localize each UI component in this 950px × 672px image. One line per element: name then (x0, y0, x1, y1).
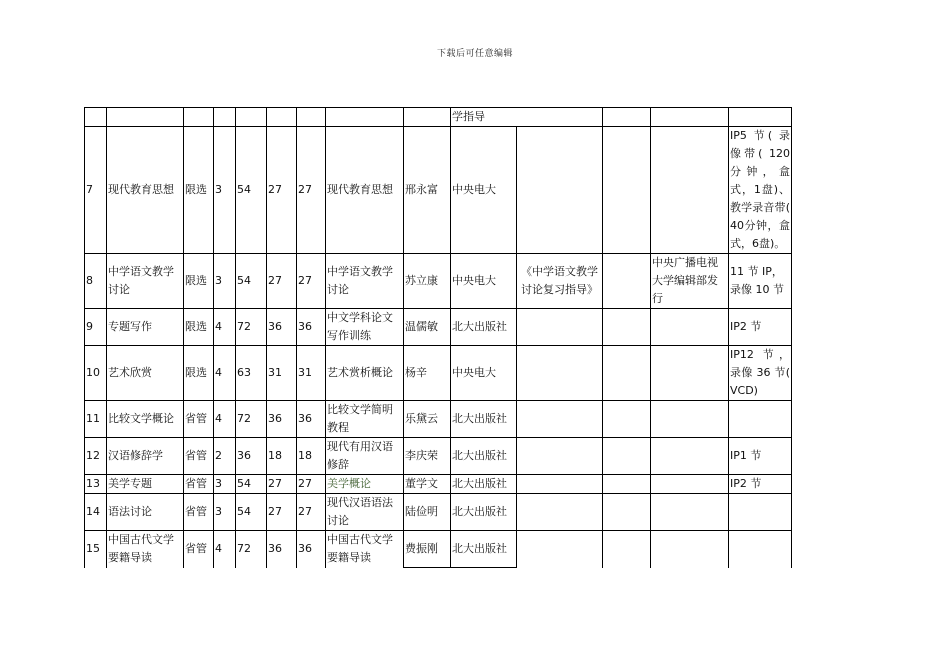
editor: 董学文 (404, 475, 451, 494)
total-hours: 63 (236, 346, 267, 401)
table-row (85, 531, 792, 568)
publisher: 中央电大 (451, 127, 517, 254)
tutor-hours: 27 (297, 494, 326, 531)
tutor-hours: 27 (297, 475, 326, 494)
textbook: 比较文学简明教程 (326, 401, 404, 438)
textbook: 艺术赏析概论 (326, 346, 404, 401)
media-info (729, 401, 792, 438)
lecture-hours: 27 (267, 475, 297, 494)
course-type: 限选 (184, 127, 214, 254)
row-no: 7 (85, 127, 107, 254)
textbook: 现代教育思想 (326, 127, 404, 254)
table-row (85, 346, 792, 401)
media-info: IP12 节，录像 36 节( VCD) (729, 346, 792, 401)
guide-publisher (651, 309, 729, 346)
table-row (85, 254, 792, 309)
guide-book (517, 309, 603, 346)
credit: 3 (214, 494, 236, 531)
publisher: 北大出版社 (451, 309, 517, 346)
guide-publisher: 中央广播电视大学编辑部发行 (651, 254, 729, 309)
credit: 4 (214, 401, 236, 438)
textbook: 现代有用汉语修辞 (326, 438, 404, 475)
course-type: 省管 (184, 438, 214, 475)
course-name: 美学专题 (107, 475, 184, 494)
row-no: 8 (85, 254, 107, 309)
total-hours: 54 (236, 127, 267, 254)
tutor-hours: 36 (297, 531, 326, 568)
table-row (85, 401, 792, 438)
course-type: 省管 (184, 531, 214, 568)
publisher: 中央电大 (451, 346, 517, 401)
guide-book (517, 127, 603, 254)
textbook: 中文学科论文写作训练 (326, 309, 404, 346)
course-name: 汉语修辞学 (107, 438, 184, 475)
media-info (729, 494, 792, 531)
publisher: 北大出版社 (451, 531, 517, 568)
course-name: 中国古代文学要籍导读 (107, 531, 184, 568)
tutor-hours: 18 (297, 438, 326, 475)
editor: 邢永富 (404, 127, 451, 254)
course-table (84, 107, 792, 568)
credit: 3 (214, 475, 236, 494)
row-no: 10 (85, 346, 107, 401)
total-hours: 72 (236, 401, 267, 438)
media-info: IP5 节( 录像带( 120 分钟，盒式，1盘)、 教学录音带( 40分钟，盒式，6盘)。 (729, 127, 792, 254)
row-no: 12 (85, 438, 107, 475)
course-type: 限选 (184, 346, 214, 401)
editor: 乐黛云 (404, 401, 451, 438)
row-no: 14 (85, 494, 107, 531)
credit: 4 (214, 309, 236, 346)
course-type: 限选 (184, 309, 214, 346)
editor: 苏立康 (404, 254, 451, 309)
lecture-hours: 36 (267, 309, 297, 346)
editor: 温儒敏 (404, 309, 451, 346)
total-hours: 54 (236, 475, 267, 494)
media-info: IP2 节 (729, 475, 792, 494)
table-row (85, 309, 792, 346)
continued-guide-cell: 学指导 (451, 108, 603, 127)
editor: 杨辛 (404, 346, 451, 401)
guide-book (517, 494, 603, 531)
guide-book (517, 475, 603, 494)
table-row (85, 127, 792, 254)
course-name: 专题写作 (107, 309, 184, 346)
course-type: 省管 (184, 494, 214, 531)
total-hours: 36 (236, 438, 267, 475)
lecture-hours: 18 (267, 438, 297, 475)
lecture-hours: 27 (267, 254, 297, 309)
course-name: 比较文学概论 (107, 401, 184, 438)
guide-publisher (651, 438, 729, 475)
tutor-hours: 36 (297, 309, 326, 346)
course-type: 省管 (184, 475, 214, 494)
row-no: 11 (85, 401, 107, 438)
credit: 2 (214, 438, 236, 475)
table-row (85, 108, 792, 127)
guide-book (517, 401, 603, 438)
media-info: IP1 节 (729, 438, 792, 475)
guide-book: 《中学语文教学讨论复习指导》 (517, 254, 603, 309)
media-info: IP2 节 (729, 309, 792, 346)
guide-publisher (651, 531, 729, 568)
textbook: 现代汉语语法讨论 (326, 494, 404, 531)
guide-publisher (651, 401, 729, 438)
total-hours: 54 (236, 494, 267, 531)
tutor-hours: 27 (297, 254, 326, 309)
editor: 陆俭明 (404, 494, 451, 531)
guide-publisher (651, 494, 729, 531)
publisher: 北大出版社 (451, 438, 517, 475)
course-name: 语法讨论 (107, 494, 184, 531)
editor: 费振刚 (404, 531, 451, 568)
lecture-hours: 36 (267, 531, 297, 568)
publisher: 北大出版社 (451, 475, 517, 494)
lecture-hours: 36 (267, 401, 297, 438)
textbook: 中学语文教学讨论 (326, 254, 404, 309)
table-row (85, 438, 792, 475)
tutor-hours: 36 (297, 401, 326, 438)
lecture-hours: 31 (267, 346, 297, 401)
credit: 4 (214, 346, 236, 401)
lecture-hours: 27 (267, 494, 297, 531)
course-type: 限选 (184, 254, 214, 309)
guide-publisher (603, 127, 651, 254)
publisher: 北大出版社 (451, 401, 517, 438)
tutor-hours: 31 (297, 346, 326, 401)
table-row (85, 494, 792, 531)
course-name: 中学语文教学讨论 (107, 254, 184, 309)
textbook: 美学概论 (326, 475, 404, 494)
credit: 3 (214, 254, 236, 309)
total-hours: 72 (236, 309, 267, 346)
media-info (729, 531, 792, 568)
row-no: 15 (85, 531, 107, 568)
publisher: 中央电大 (451, 254, 517, 309)
guide-publisher (651, 346, 729, 401)
total-hours: 54 (236, 254, 267, 309)
course-name: 艺术欣赏 (107, 346, 184, 401)
row-no: 9 (85, 309, 107, 346)
total-hours: 72 (236, 531, 267, 568)
page-header: 下载后可任意编辑 (436, 49, 513, 59)
credit: 3 (214, 127, 236, 254)
editor: 李庆荣 (404, 438, 451, 475)
guide-publisher (651, 475, 729, 494)
publisher: 北大出版社 (451, 494, 517, 531)
guide-book (517, 531, 603, 568)
table-row (85, 475, 792, 494)
guide-book (517, 346, 603, 401)
tutor-hours: 27 (297, 127, 326, 254)
course-name: 现代教育思想 (107, 127, 184, 254)
textbook: 中国古代文学要籍导读 (326, 531, 404, 568)
media-info: 11 节 IP，录像 10 节 (729, 254, 792, 309)
credit: 4 (214, 531, 236, 568)
row-no: 13 (85, 475, 107, 494)
course-type: 省管 (184, 401, 214, 438)
guide-book (517, 438, 603, 475)
lecture-hours: 27 (267, 127, 297, 254)
